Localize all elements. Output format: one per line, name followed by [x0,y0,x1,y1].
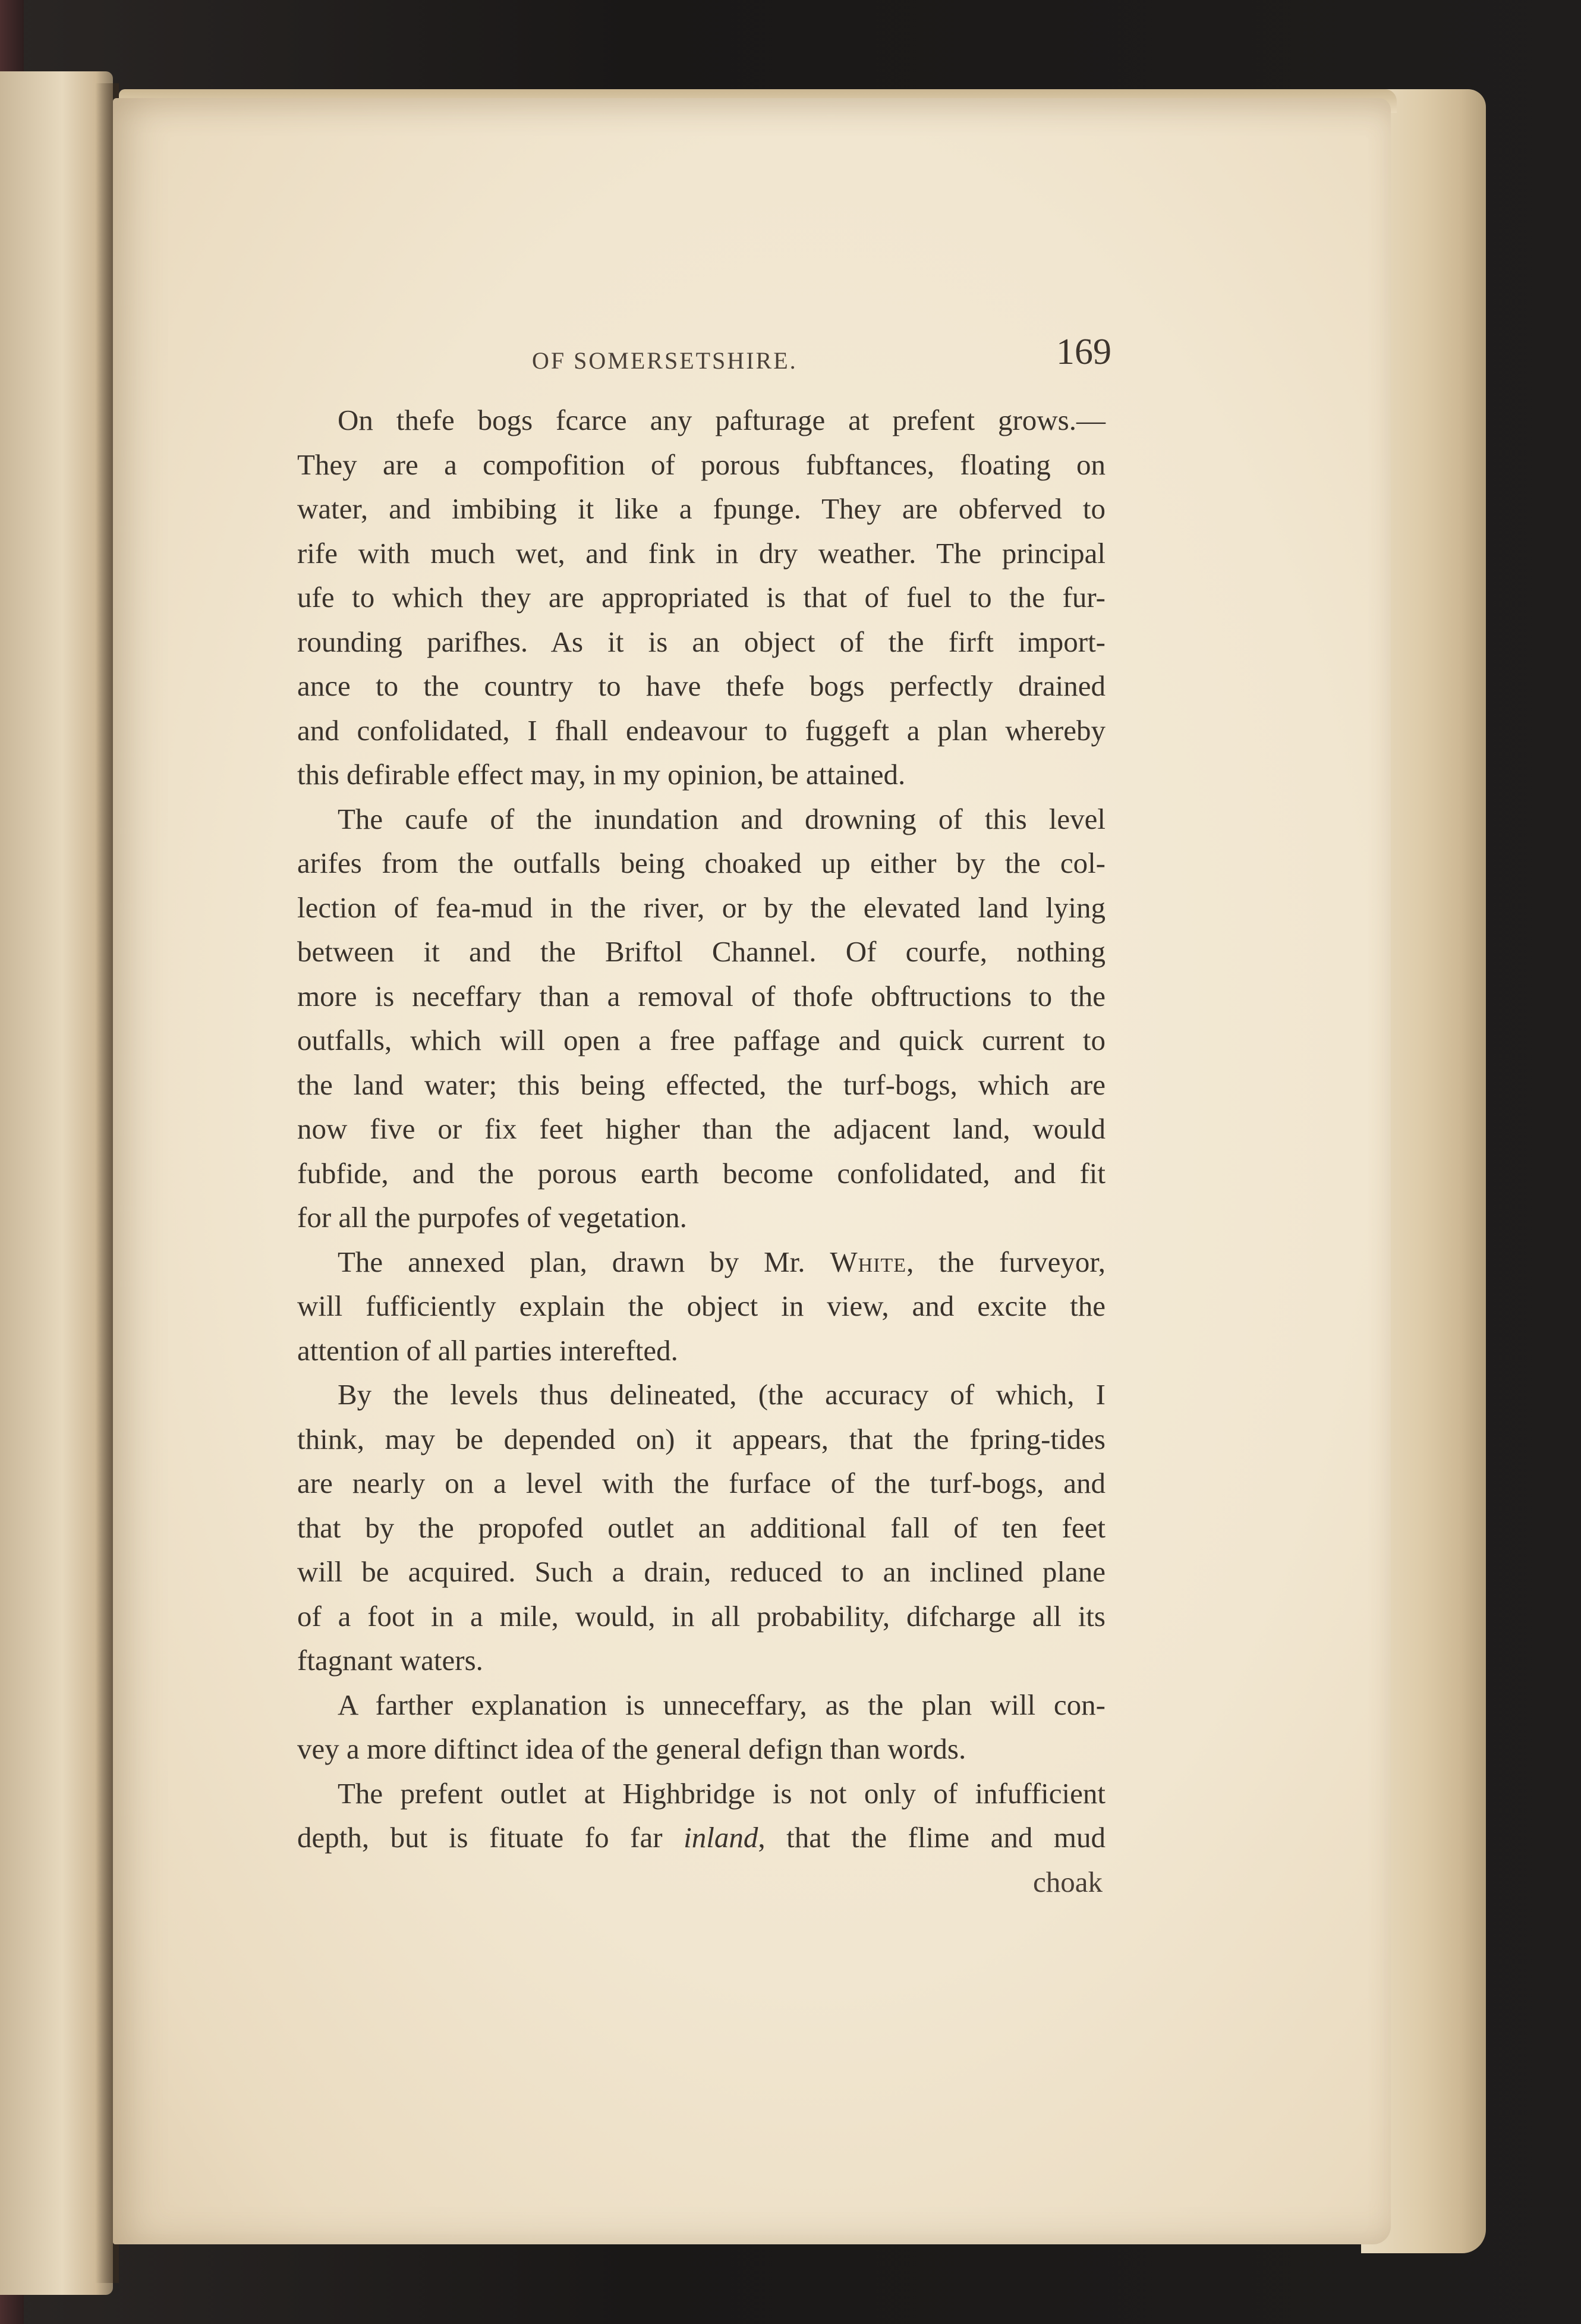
text-line: ance to the country to have thefe bogs perfectly drained [297,669,1106,702]
text-segment: , that the flime and mud [758,1821,1106,1854]
text-line: ftagnant waters. [297,1644,483,1677]
text-segment: , the furveyor, [906,1245,1106,1278]
text-line: By the levels thus delineated, (the accuracy of which, I [338,1378,1106,1411]
text-line: arifes from the outfalls being choaked up either by the col- [297,847,1106,879]
surveyor-name: White [830,1245,907,1278]
text-line: between it and the Briftol Channel. Of courfe, nothing [297,935,1106,968]
page-number: 169 [1056,332,1111,372]
running-head-title: OF SOMERSETSHIRE. [532,347,798,374]
text-line: this defirable effect may, in my opinion, be attained. [297,758,906,791]
text-line: attention of all parties interefted. [297,1334,678,1367]
text-line: A farther explanation is unneceffary, as the plan will con- [338,1688,1106,1721]
text-line: now five or fix feet higher than the adjacent land, would [297,1112,1106,1145]
text-line: The prefent outlet at Highbridge is not only of infufficient [338,1776,1106,1810]
text-line: vey a more diftinct idea of the general defign than words. [297,1732,966,1765]
catchword: choak [1033,1865,1103,1898]
text-line: outfalls, which will open a free paffage and quick current to [297,1024,1106,1056]
text-line: The caufe of the inundation and drowning of this level [338,802,1106,835]
text-line: lection of fea-mud in the river, or by the elevated land lying [297,891,1106,924]
paragraph-3 [297,1240,1106,1373]
text-line [297,1816,1106,1860]
running-head [297,332,1111,398]
text-line: rife with much wet, and fink in dry weather. The principal [297,536,1106,570]
text-line: of a foot in a mile, would, in all probability, difcharge all its [297,1599,1106,1633]
paragraph-5 [297,1683,1106,1772]
paragraph-2 [297,797,1106,1240]
text-segment: The annexed plan, drawn by Mr. [338,1245,830,1278]
text-line: are nearly on a level with the furface of the turf-bogs, and [297,1467,1106,1499]
paragraph-4 [297,1373,1106,1683]
italic-word: inland [684,1821,758,1854]
text-line: They are a compofition of porous fubftances, floating on [297,448,1106,481]
text-line: for all the purpofes of vegetation. [297,1201,687,1234]
text-line: more is neceffary than a removal of thofe obftructions to the [297,979,1106,1012]
page-text [297,332,1111,1904]
paragraph-6 [297,1772,1106,1860]
text-line: water, and imbibing it like a fpunge. They are obferved to [297,492,1106,525]
text-line: the land water; this being effected, the turf-bogs, which are [297,1068,1106,1101]
text-line: rounding parifhes. As it is an object of the firft import- [297,625,1106,658]
text-line: On thefe bogs fcarce any pafturage at prefent grows.— [338,404,1106,436]
text-line: ufe to which they are appropriated is that of fuel to the fur- [297,581,1106,614]
paragraph-1 [297,398,1106,797]
text-segment: depth, but is fituate fo far [297,1821,684,1854]
text-line: that by the propofed outlet an additional fall of ten feet [297,1511,1106,1544]
text-line: and confolidated, I fhall endeavour to fuggeft a plan whereby [297,713,1106,747]
text-line: will be acquired. Such a drain, reduced to an inclined plane [297,1555,1106,1588]
text-line: will fufficiently explain the object in view, and excite the [297,1290,1106,1322]
text-line: think, may be depended on) it appears, that the fpring-tides [297,1422,1106,1455]
text-line: fubfide, and the porous earth become confolidated, and fit [297,1156,1106,1190]
text-line [297,1240,1106,1285]
